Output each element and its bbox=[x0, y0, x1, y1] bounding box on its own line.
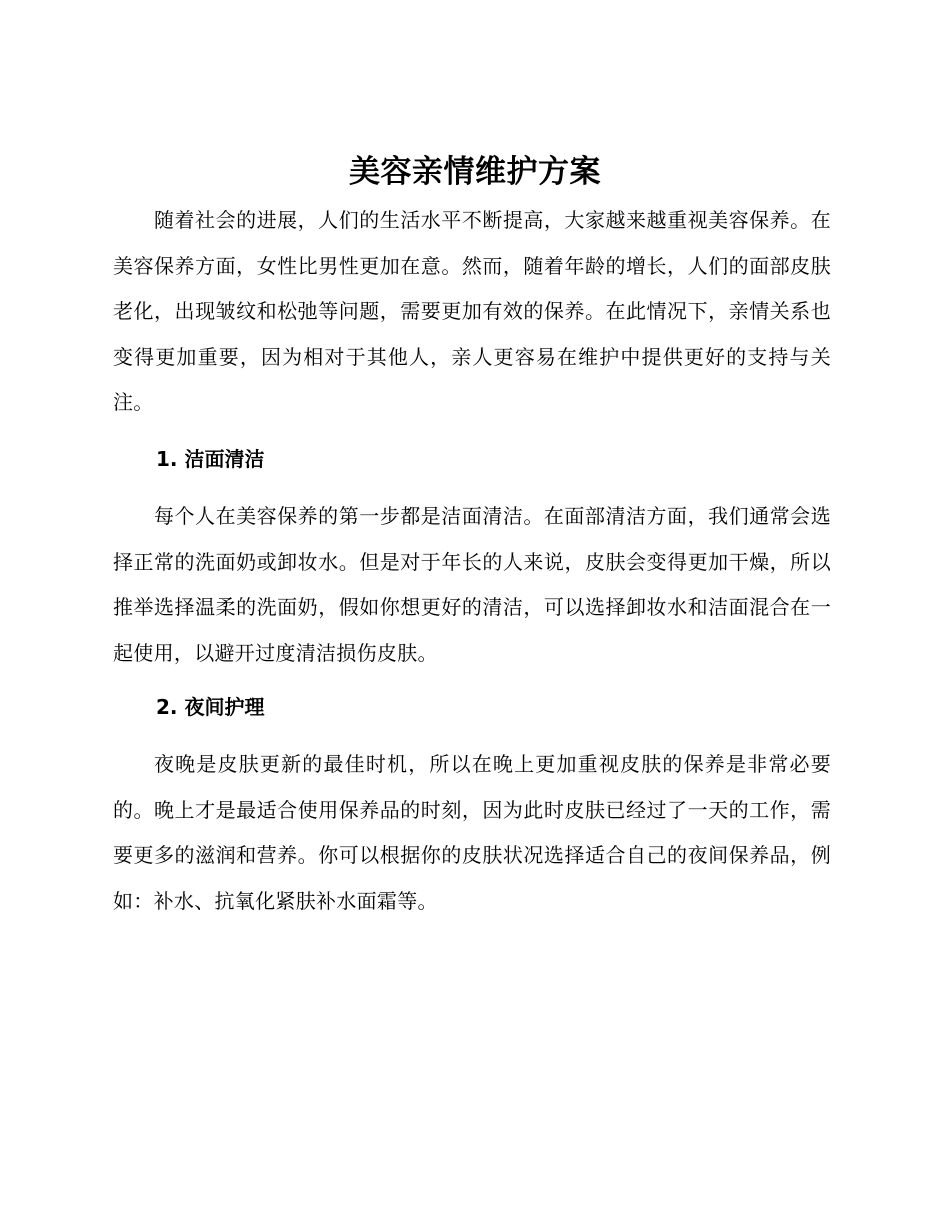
section-body-night-care: 夜晚是皮肤更新的最佳时机，所以在晚上更加重视皮肤的保养是非常必要的。晚上才是最适合使用保养品的时刻，因为此时皮肤已经过了一天的工作，需要更多的滋润和营养。你可以根据你的皮肤状况选择适合自己的夜间保养品，例如：补水、抗氧化紧肤补水面霜等。 bbox=[113, 752, 831, 913]
section-heading-night-care: 2. 夜间护理 bbox=[156, 695, 265, 719]
section-body-cleansing: 每个人在美容保养的第一步都是洁面清洁。在面部清洁方面，我们通常会选择正常的洗面奶或卸妆水。但是对于年长的人来说，皮肤会变得更加干燥，所以推举选择温柔的洗面奶，假如你想更好的清洁，可以选择卸妆水和洁面混合在一起使用，以避开过度清洁损伤皮肤。 bbox=[113, 504, 831, 665]
document-title: 美容亲情维护方案 bbox=[349, 154, 601, 190]
intro-paragraph: 随着社会的进展，人们的生活水平不断提高，大家越来越重视美容保养。在美容保养方面，女性比男性更加在意。然而，随着年龄的增长，人们的面部皮肤老化，出现皱纹和松弛等问题，需要更加有效的保养。在此情况下，亲情关系也变得更加重要，因为相对于其他人，亲人更容易在维护中提供更好的支持与关注。 bbox=[113, 208, 831, 414]
section-heading-cleansing: 1. 洁面清洁 bbox=[156, 447, 265, 471]
